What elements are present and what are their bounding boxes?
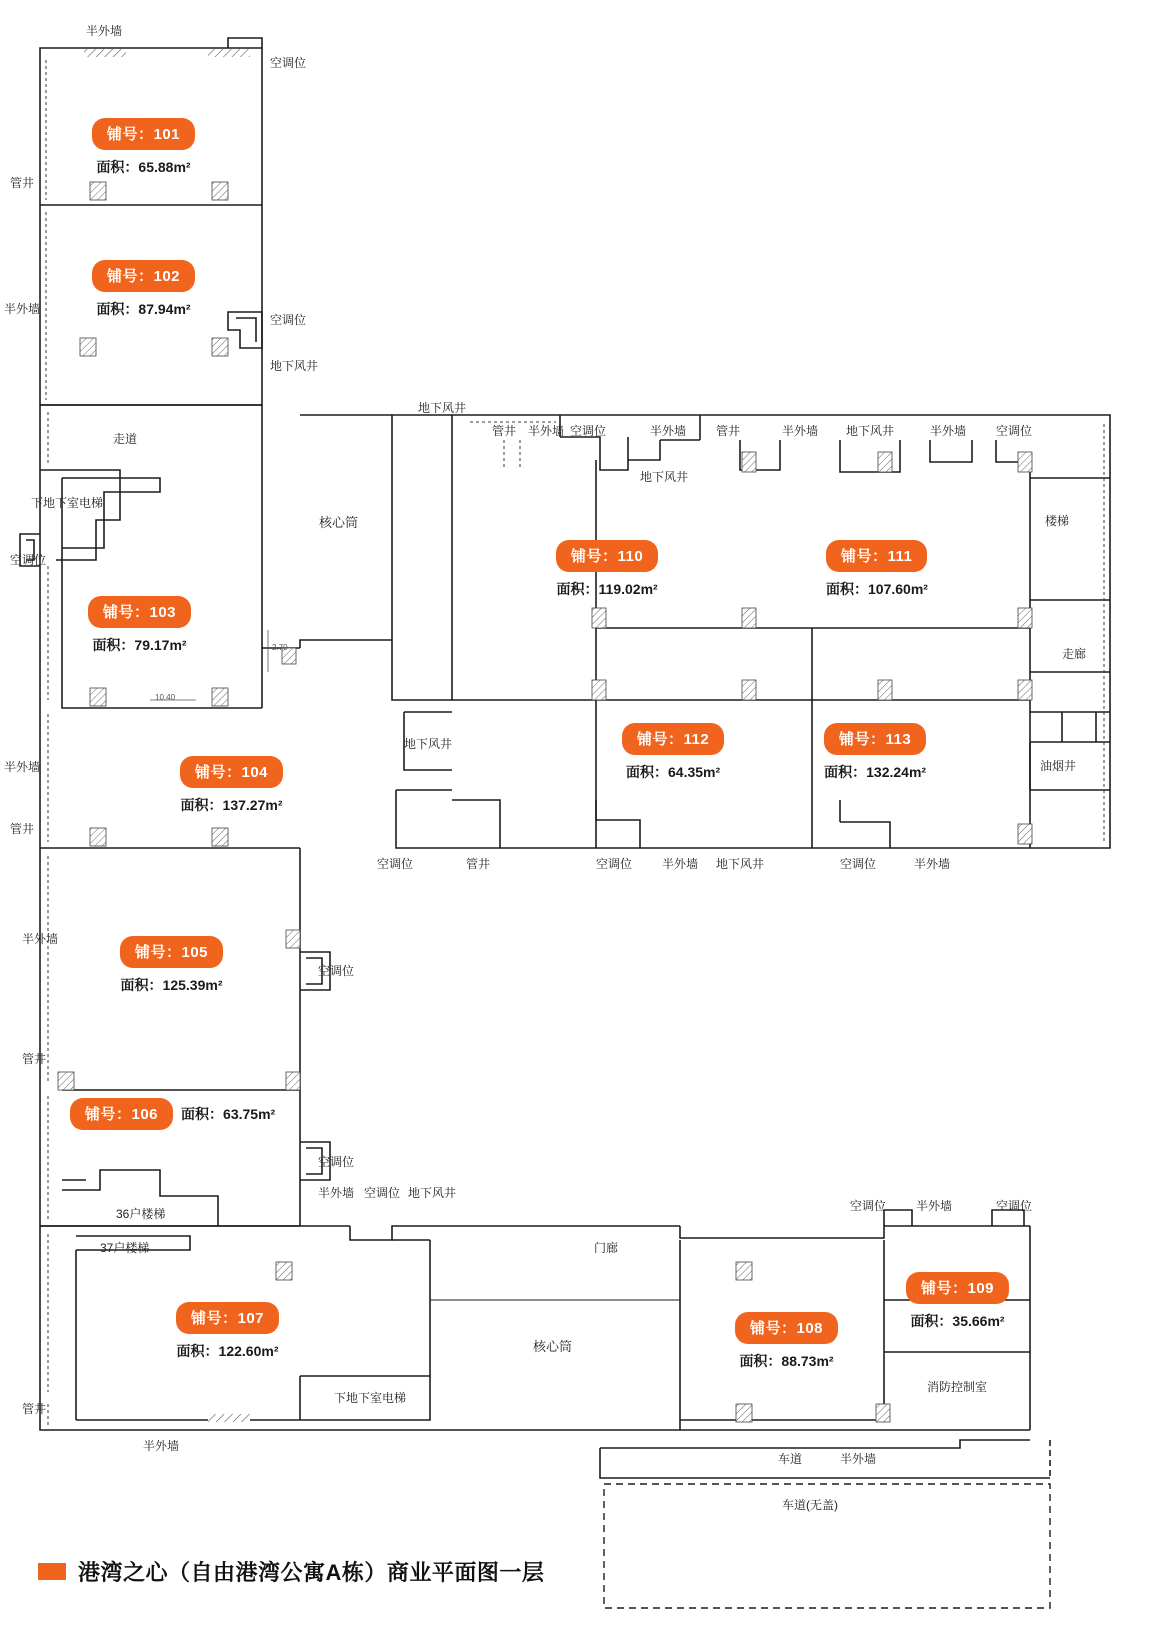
shop-number-badge: 铺号：109 [906, 1272, 1009, 1304]
shop-label-112[interactable] [622, 723, 724, 782]
plan-annotation: 10.40 [155, 693, 176, 702]
plan-annotation: 36户楼梯 [116, 1207, 166, 1221]
shop-area-text: 面积：35.66m² [910, 1313, 1005, 1329]
plan-annotation: 下地下室电梯 [31, 496, 104, 510]
shop-number-badge: 铺号：105 [120, 936, 223, 968]
shop-label-102[interactable] [92, 260, 195, 319]
legend [38, 1556, 544, 1587]
plan-annotation: 空调位 [850, 1199, 887, 1213]
plan-annotation: 空调位 [364, 1186, 401, 1200]
legend-title: 港湾之心（自由港湾公寓A栋）商业平面图一层 [78, 1560, 545, 1585]
plan-annotation: 半外墙 [930, 424, 967, 438]
plan-annotation: 车道 [778, 1452, 803, 1466]
shop-area-text: 面积：64.35m² [626, 764, 721, 780]
plan-annotation: 半外墙 [143, 1439, 180, 1453]
plan-annotation: 半外墙 [662, 857, 699, 871]
plan-annotation: 管井 [22, 1052, 47, 1066]
plan-annotation: 空调位 [570, 424, 607, 438]
plan-annotation: 空调位 [596, 857, 633, 871]
shop-area-text: 面积：79.17m² [92, 637, 187, 653]
plan-annotation: 管井 [22, 1402, 47, 1416]
shop-number-badge: 铺号：108 [735, 1312, 838, 1344]
plan-annotation: 楼梯 [1045, 514, 1070, 528]
shop-area-text: 面积：132.24m² [824, 764, 927, 780]
plan-annotation: 空调位 [270, 313, 307, 327]
legend-swatch [38, 1563, 66, 1580]
plan-annotation: 管井 [466, 857, 491, 871]
plan-annotation: 半外墙 [4, 760, 41, 774]
plan-annotation: 走道 [113, 432, 138, 446]
plan-annotation: 管井 [10, 176, 35, 190]
plan-annotation: 空调位 [318, 1155, 355, 1169]
plan-annotation: 半外墙 [86, 24, 123, 38]
shop-label-111[interactable] [826, 540, 928, 599]
shop-label-109[interactable] [906, 1272, 1009, 1331]
plan-annotation: 管井 [716, 424, 741, 438]
plan-annotation: 地下风井 [640, 470, 689, 484]
plan-annotation: 半外墙 [914, 857, 951, 871]
shop-number-badge: 铺号：104 [180, 756, 283, 788]
plan-annotation: 地下风井 [418, 401, 467, 415]
plan-annotation: 空调位 [318, 964, 355, 978]
plan-annotation: 车道(无盖) [782, 1498, 838, 1512]
plan-annotation: 半外墙 [22, 932, 59, 946]
shop-area-text: 面积：87.94m² [96, 301, 191, 317]
shop-label-101[interactable] [92, 118, 195, 177]
shop-number-badge: 铺号：107 [176, 1302, 279, 1334]
shop-label-113[interactable] [824, 723, 926, 782]
plan-annotation: 消防控制室 [927, 1380, 988, 1394]
plan-annotation: 空调位 [377, 857, 414, 871]
shop-number-badge: 铺号：101 [92, 118, 195, 150]
plan-annotation: 空调位 [996, 1199, 1033, 1213]
shop-area-text: 面积：88.73m² [739, 1353, 834, 1369]
shop-area-text: 面积：125.39m² [120, 977, 223, 993]
plan-annotation: 油烟井 [1040, 759, 1077, 773]
shop-label-108[interactable] [735, 1312, 838, 1371]
plan-annotation: 半外墙 [318, 1186, 355, 1200]
shop-area-text: 面积：119.02m² [556, 581, 658, 597]
shop-number-badge: 铺号：111 [826, 540, 927, 572]
plan-annotation: 管井 [492, 424, 517, 438]
plan-annotation: 37户楼梯 [100, 1241, 150, 1255]
shop-area-text: 面积：107.60m² [826, 581, 928, 597]
plan-annotation: 2.70 [272, 643, 288, 652]
plan-annotation: 半外墙 [528, 424, 565, 438]
plan-annotation: 地下风井 [270, 359, 319, 373]
shop-number-badge: 铺号：102 [92, 260, 195, 292]
plan-annotation: 管井 [10, 822, 35, 836]
shop-area-text: 面积：122.60m² [176, 1343, 279, 1359]
plan-annotation: 地下风井 [846, 424, 895, 438]
plan-annotation: 门廊 [594, 1241, 619, 1255]
shop-label-106[interactable] [70, 1098, 275, 1130]
shop-label-110[interactable] [556, 540, 658, 599]
plan-annotation: 走廊 [1062, 647, 1087, 661]
shop-number-badge: 铺号：106 [70, 1098, 173, 1130]
shop-label-107[interactable] [176, 1302, 279, 1361]
shop-number-badge: 铺号：112 [622, 723, 724, 755]
plan-annotation: 半外墙 [916, 1199, 953, 1213]
plan-annotation: 下地下室电梯 [334, 1391, 407, 1405]
plan-annotation: 空调位 [10, 553, 47, 567]
plan-annotation: 空调位 [270, 56, 307, 70]
shop-area-text: 面积：65.88m² [96, 159, 191, 175]
plan-annotation: 半外墙 [650, 424, 687, 438]
plan-annotation: 核心筒 [319, 515, 359, 530]
shop-number-badge: 铺号：103 [88, 596, 191, 628]
shop-label-103[interactable] [88, 596, 191, 655]
shop-label-104[interactable] [180, 756, 283, 815]
shop-number-badge: 铺号：113 [824, 723, 926, 755]
plan-annotation: 半外墙 [840, 1452, 877, 1466]
plan-annotation: 半外墙 [782, 424, 819, 438]
shop-area-text: 面积：63.75m² [181, 1106, 276, 1122]
plan-annotation: 核心筒 [533, 1339, 573, 1354]
plan-annotation: 地下风井 [404, 737, 453, 751]
plan-annotation: 半外墙 [4, 302, 41, 316]
shop-number-badge: 铺号：110 [556, 540, 658, 572]
plan-annotation: 空调位 [996, 424, 1033, 438]
plan-annotation: 地下风井 [716, 857, 765, 871]
shop-label-105[interactable] [120, 936, 223, 995]
shop-area-text: 面积：137.27m² [180, 797, 283, 813]
plan-annotation: 空调位 [840, 857, 877, 871]
plan-annotation: 地下风井 [408, 1186, 457, 1200]
